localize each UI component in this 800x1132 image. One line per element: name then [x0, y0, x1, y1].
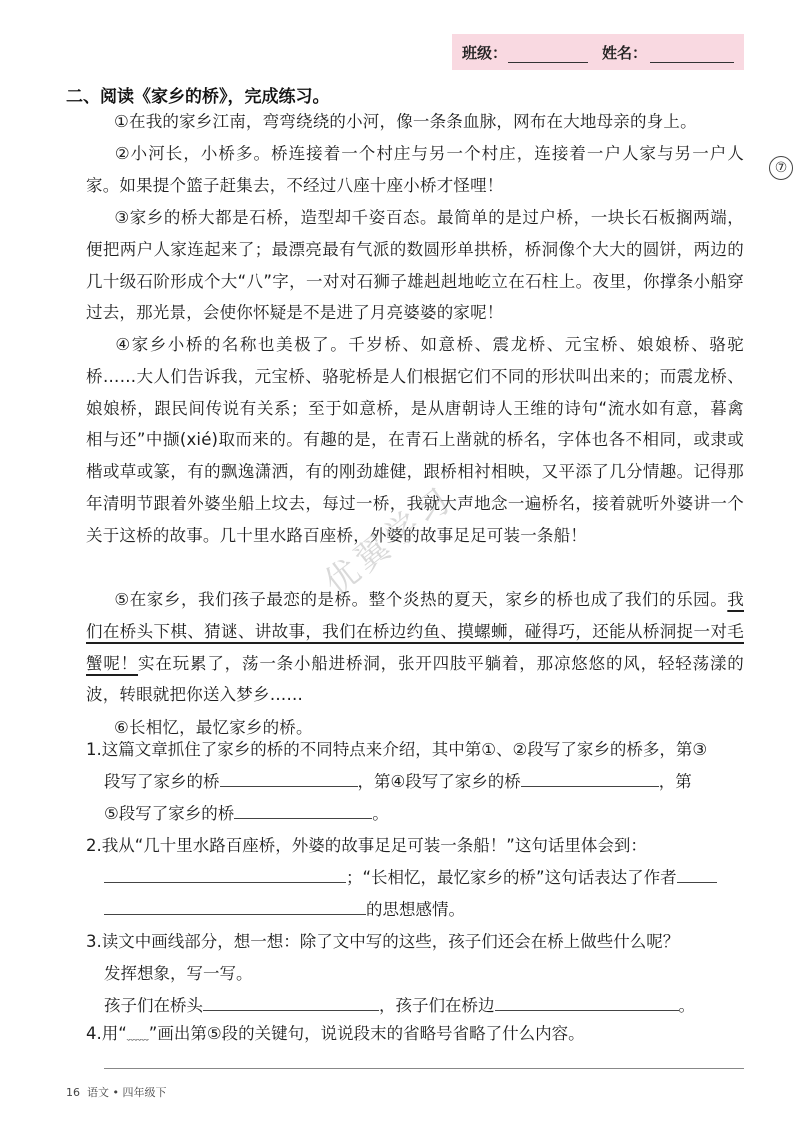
paragraph-3-text: ③家乡的桥大都是石桥，造型却千姿百态。最简单的是过户桥，一块长石板搁两端，便把两户人家连起来了；最漂亮最有气派的数圆形单拱桥，桥洞像个大大的圆饼，两边的几十级石阶形成个大“八”字，一对对石狮子雄赳赳地屹立在石柱上。夜里，你撑条小船穿过去，那光景，会使你怀疑是不是进了月亮婆婆的家呢！ [86, 208, 744, 323]
name-field[interactable] [650, 62, 734, 63]
paragraph-5-text-c: 实在玩累了，荡一条小船进桥洞，张开四肢平躺着，那凉悠悠的风，轻轻荡漾的波，转眼就把你送入梦乡…… [86, 653, 744, 705]
answer-blank-3[interactable] [234, 800, 372, 819]
question-2-line-1: 2.我从“几十里水路百座桥，外婆的故事足足可装一条船！”这句话里体会到： [86, 836, 647, 855]
question-1-line-2 [86, 766, 756, 798]
question-1-text-e: ⑤段写了家乡的桥 [104, 804, 235, 823]
paragraph-2-text: ②小河长，小桥多。桥连接着一个村庄与另一个村庄，连接着一户人家与另一户人家。如果提个篮子赶集去，不经过八座十座小桥才怪哩！ [86, 144, 744, 195]
footer-subject: 语文 • 四年级下 [87, 1086, 167, 1099]
answer-blank-1[interactable] [220, 768, 358, 787]
question-1-text-f: 。 [372, 804, 389, 823]
watermark: 优翼学习 [316, 478, 462, 604]
answer-blank-6[interactable] [104, 896, 366, 915]
page-number: 16 [66, 1086, 80, 1099]
unit-badge: ⑦ [769, 156, 793, 180]
question-3-line-2: 发挥想象，写一写。 [104, 964, 253, 983]
question-4 [86, 1018, 756, 1052]
paragraph-4-text: ④家乡小桥的名称也美极了。千岁桥、如意桥、震龙桥、元宝桥、娘娘桥、骆驼桥……大人们告诉我，元宝桥、骆驼桥是人们根据它们不同的形状叫出来的；而震龙桥、娘娘桥，跟民间传说有关系；至于如意桥，是从唐朝诗人王维的诗句“流水如有意，暮禽相与还”中撷(xié)取而来的。有趣的是，在青石上凿就的桥名，字体也各不相同，或隶或楷或草或篆，有的飘逸潇洒，有的刚劲雄健，跟桥相衬相映，又平添了几分情趣。记得那年清明节跟着外婆坐船上坟去，每过一桥，我就大声地念一遍桥名，接着就听外婆讲一个关于这桥的故事。几十里水路百座桥，外婆的故事足足可装一条船！ [86, 335, 744, 545]
answer-blank-4[interactable] [104, 864, 346, 883]
question-1-line-3 [86, 798, 756, 830]
paragraph-5 [86, 584, 744, 711]
wavy-line-mark: ﹏﹏ [126, 1029, 149, 1042]
answer-blank-2[interactable] [521, 768, 659, 787]
answer-blank-7[interactable] [203, 992, 379, 1011]
question-1-text-c: ，第④段写了家乡的桥 [357, 772, 521, 791]
question-2-text-b: ；“长相忆，最忆家乡的桥”这句话表达了作者 [346, 868, 677, 887]
question-1-text-b: 段写了家乡的桥 [104, 772, 220, 791]
question-1 [86, 734, 756, 830]
question-4-text-b: ”画出第⑤段的关键句，说说段末的省略号省略了什么内容。 [148, 1024, 585, 1043]
question-2-line-2 [86, 862, 756, 894]
question-3 [86, 926, 756, 1022]
paragraph-5-text-a: ⑤在家乡，我们孩子最恋的是桥。整个炎热的夏天，家乡的桥也成了我们的乐园。 [114, 590, 728, 609]
paragraph-1 [86, 106, 744, 138]
question-3-text-e: 。 [678, 996, 695, 1015]
class-field[interactable] [508, 62, 588, 63]
answer-line-4[interactable] [104, 1068, 744, 1069]
name-label: 姓名： [602, 44, 648, 62]
class-label: 班级： [462, 44, 508, 62]
question-3-text-d: ，孩子们在桥边 [379, 996, 495, 1015]
question-1-line-1: 1.这篇文章抓住了家乡的桥的不同特点来介绍，其中第①、②段写了家乡的桥多，第③ [86, 740, 708, 759]
paragraph-5-underlined: 我们在桥头下棋、猜谜、讲故事，我们在桥边约鱼、摸螺蛳，碰得巧，还能从桥洞捉一对毛蟹呢！ [86, 590, 744, 673]
class-name-header [452, 34, 744, 70]
answer-blank-8[interactable] [495, 992, 679, 1011]
question-2-line-3 [86, 894, 756, 926]
question-1-text-d: ，第 [658, 772, 692, 791]
question-2 [86, 830, 756, 926]
paragraph-2 [86, 138, 744, 202]
paragraph-6-text: ⑥长相忆，最忆家乡的桥。 [114, 718, 313, 737]
paragraph-1-text: ①在我的家乡江南，弯弯绕绕的小河，像一条条血脉，网布在大地母亲的身上。 [114, 112, 697, 131]
question-3-line-1: 3.读文中画线部分，想一想：除了文中写的这些，孩子们还会在桥上做些什么呢？ [86, 932, 680, 951]
question-3-text-c: 孩子们在桥头 [104, 996, 203, 1015]
page-footer [66, 1084, 166, 1100]
section-title: 二、阅读《家乡的桥》，完成练习。 [66, 87, 330, 107]
paragraph-3 [86, 202, 744, 329]
question-2-text-c: 的思想感情。 [366, 900, 465, 919]
question-4-text-a: 4.用“ [86, 1024, 127, 1043]
answer-blank-5[interactable] [677, 864, 717, 883]
